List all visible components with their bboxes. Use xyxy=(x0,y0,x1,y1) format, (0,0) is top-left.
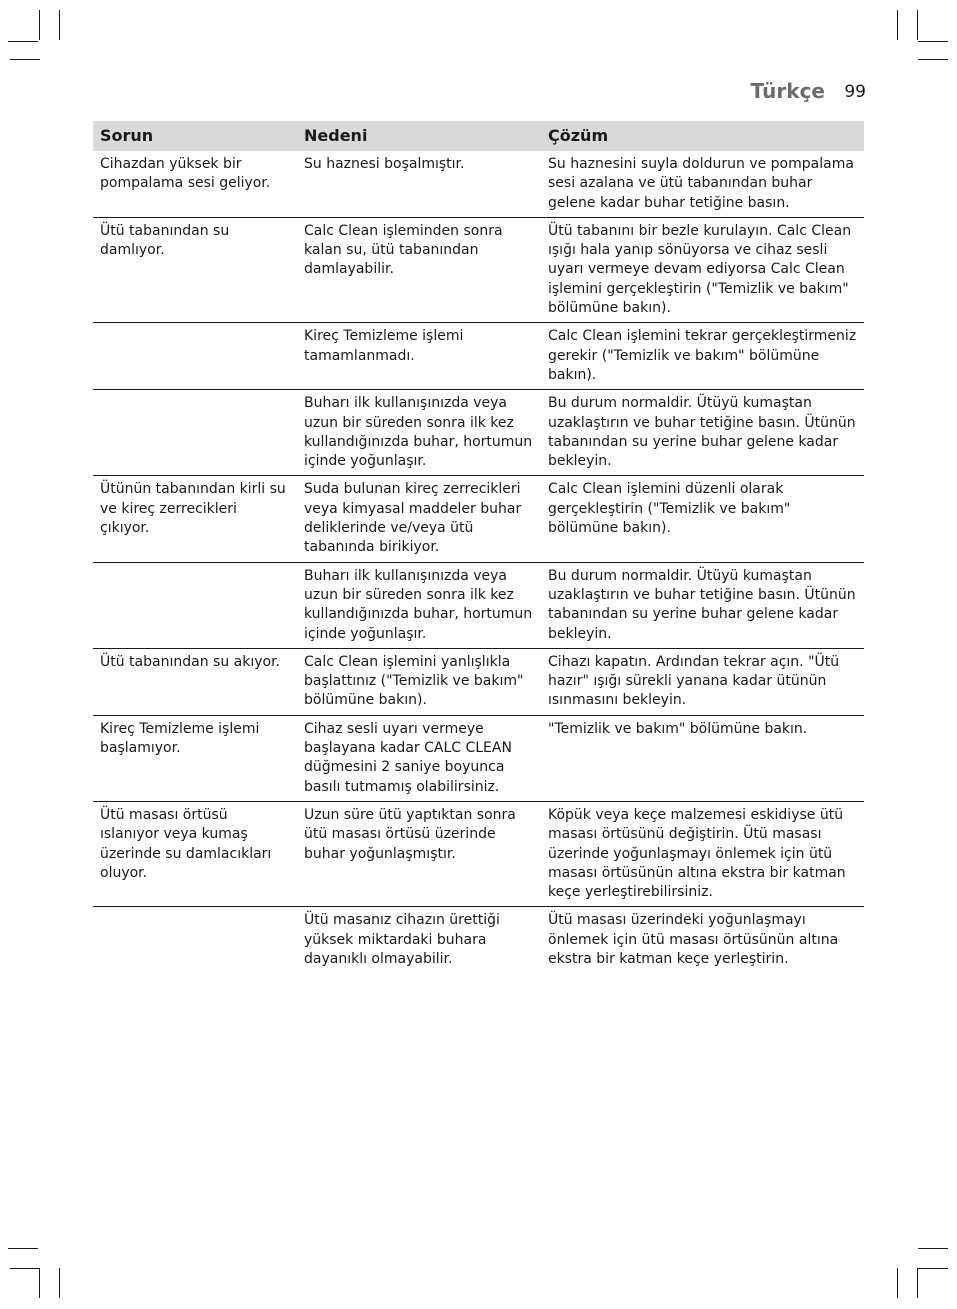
problem-cell xyxy=(93,390,297,476)
language-heading: Türkçe xyxy=(750,79,825,103)
column-header-solution: Çözüm xyxy=(541,121,864,151)
crop-mark xyxy=(897,1268,898,1298)
header-row xyxy=(93,121,864,151)
crop-mark xyxy=(917,10,918,40)
column-header-problem: Sorun xyxy=(93,121,297,151)
crop-mark xyxy=(918,1248,948,1249)
problem-cell xyxy=(93,907,297,973)
cause-cell: Buharı ilk kullanışınızda veya uzun bir süreden sonra ilk kez kullandığınızda buhar, hortumun içinde yoğunlaşır. xyxy=(297,562,541,648)
solution-cell: Cihazı kapatın. Ardından tekrar açın. "Ütü hazır" ışığı sürekli yanana kadar ütünün ısınmasını bekleyin. xyxy=(541,648,864,715)
table-row xyxy=(93,715,864,801)
table-row xyxy=(93,648,864,715)
problem-cell: Ütü tabanından su damlıyor. xyxy=(93,217,297,322)
problem-cell: Ütü tabanından su akıyor. xyxy=(93,648,297,715)
table-body xyxy=(93,151,864,973)
solution-cell: Bu durum normaldir. Ütüyü kumaştan uzaklaştırın ve buhar tetiğine basın. Ütünün tabanından su yerine buhar gelene kadar bekleyin. xyxy=(541,562,864,648)
table-row xyxy=(93,562,864,648)
table-row xyxy=(93,217,864,322)
problem-cell: Cihazdan yüksek bir pompalama sesi geliyor. xyxy=(93,151,297,217)
page-number: 99 xyxy=(844,82,866,102)
problem-cell xyxy=(93,323,297,390)
crop-mark xyxy=(918,59,948,60)
crop-mark xyxy=(39,10,40,40)
table-row xyxy=(93,151,864,217)
cause-cell: Suda bulunan kireç zerrecikleri veya kimyasal maddeler buhar deliklerinde ve/veya ütü tabanında birikiyor. xyxy=(297,476,541,562)
cause-cell: Calc Clean işlemini yanlışlıkla başlattınız ("Temizlik ve bakım" bölümüne bakın). xyxy=(297,648,541,715)
crop-mark xyxy=(10,59,40,60)
table-row xyxy=(93,907,864,973)
table-row xyxy=(93,801,864,906)
cause-cell: Ütü masanız cihazın ürettiği yüksek miktardaki buhara dayanıklı olmayabilir. xyxy=(304,912,500,967)
crop-mark xyxy=(59,1268,60,1298)
crop-mark xyxy=(8,1248,38,1249)
solution-cell: "Temizlik ve bakım" bölümüne bakın. xyxy=(541,715,864,801)
solution-cell: Calc Clean işlemini tekrar gerçekleştirmeniz gerekir ("Temizlik ve bakım" bölümüne bakın). xyxy=(541,323,864,390)
solution-cell: Calc Clean işlemini düzenli olarak gerçekleştirin ("Temizlik ve bakım" bölümüne bakın). xyxy=(541,476,864,562)
problem-cell: Ütünün tabanından kirli su ve kireç zerrecikleri çıkıyor. xyxy=(93,476,297,562)
crop-mark xyxy=(918,1268,948,1269)
problem-cell: Kireç Temizleme işlemi başlamıyor. xyxy=(93,715,297,801)
crop-mark xyxy=(59,10,60,40)
table-header xyxy=(93,121,864,151)
solution-cell: Köpük veya keçe malzemesi eskidiyse ütü masası örtüsünü değiştirin. Ütü masası üzerinde yoğunlaşmayı önlemek için ütü masası örtüsünün altına ekstra bir katman keçe yerleştirebilirsiniz. xyxy=(541,801,864,906)
cause-cell: Buharı ilk kullanışınızda veya uzun bir süreden sonra ilk kez kullandığınızda buhar, hortumun içinde yoğunlaşır. xyxy=(297,390,541,476)
problem-cell: Ütü masası örtüsü ıslanıyor veya kumaş üzerinde su damlacıkları oluyor. xyxy=(93,801,297,906)
solution-cell: Ütü masası üzerindeki yoğunlaşmayı önlemek için ütü masası örtüsünün altına ekstra bir katman keçe yerleştirin. xyxy=(548,912,839,967)
cause-cell: Cihaz sesli uyarı vermeye başlayana kadar CALC CLEAN düğmesini 2 saniye boyunca basılı tutmamış olabilirsiniz. xyxy=(297,715,541,801)
crop-mark xyxy=(918,41,948,42)
table-row xyxy=(93,390,864,476)
crop-mark xyxy=(39,1268,40,1298)
crop-mark xyxy=(8,41,38,42)
problem-cell xyxy=(93,562,297,648)
solution-cell: Ütü tabanını bir bezle kurulayın. Calc Clean ışığı hala yanıp sönüyorsa ve cihaz sesli uyarı vermeye devam ediyorsa Calc Clean işlemini gerçekleştirin ("Temizlik ve bakım" bölümüne bakın). xyxy=(541,217,864,322)
column-header-cause: Nedeni xyxy=(297,121,541,151)
crop-mark xyxy=(10,1268,40,1269)
cause-cell: Su haznesi boşalmıştır. xyxy=(297,151,541,217)
cause-cell: Calc Clean işleminden sonra kalan su, ütü tabanından damlayabilir. xyxy=(297,217,541,322)
solution-cell: Bu durum normaldir. Ütüyü kumaştan uzaklaştırın ve buhar tetiğine basın. Ütünün tabanından su yerine buhar gelene kadar bekleyin. xyxy=(541,390,864,476)
troubleshooting-table xyxy=(93,121,864,973)
crop-mark xyxy=(917,1268,918,1298)
cause-cell: Kireç Temizleme işlemi tamamlanmadı. xyxy=(297,323,541,390)
cause-cell: Uzun süre ütü yaptıktan sonra ütü masası örtüsü üzerinde buhar yoğunlaşmıştır. xyxy=(297,801,541,906)
crop-mark xyxy=(897,10,898,40)
solution-cell: Su haznesini suyla doldurun ve pompalama sesi azalana ve ütü tabanından buhar gelene kadar buhar tetiğine basın. xyxy=(541,151,864,217)
table-row xyxy=(93,476,864,562)
table-row xyxy=(93,323,864,390)
